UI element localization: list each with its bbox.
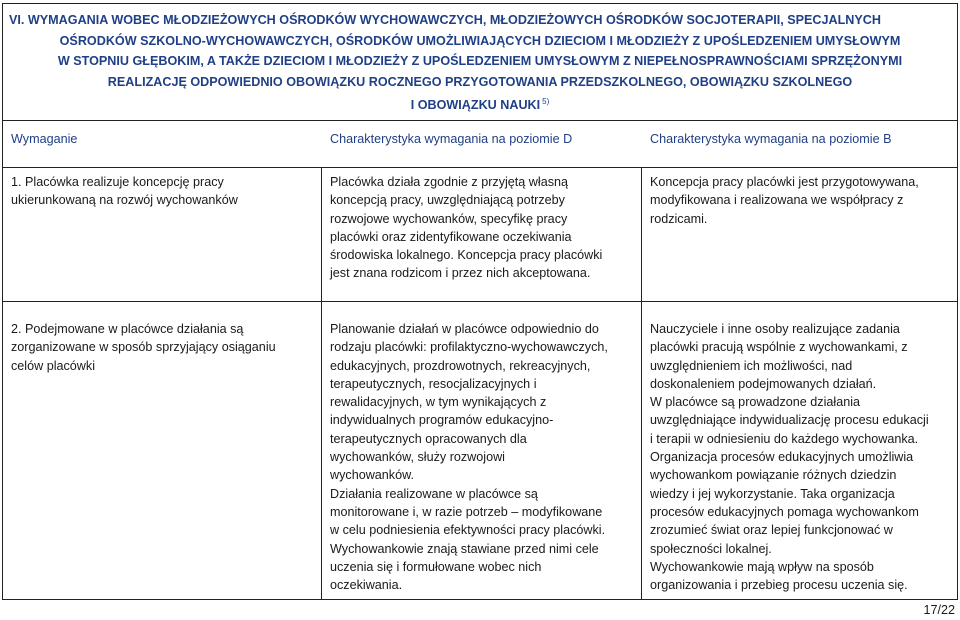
text-line: doskonaleniem podejmowanych działań. (650, 376, 877, 391)
page-number: 17/22 (923, 603, 955, 617)
text-line: Koncepcja pracy placówki jest przygotowywana, (650, 175, 919, 189)
text-line: W placówce są prowadzone działania (650, 395, 861, 410)
text-line: rewalidacyjnych, w tym wynikających z (330, 395, 547, 410)
text-line: zrozumieć świat oraz lepiej funkcjonować w (650, 523, 893, 538)
row2-level-d (330, 320, 636, 594)
text-line: terapeutycznych, resocjalizacyjnych i (330, 376, 537, 391)
title-line-2: OŚRODKÓW SZKOLNO-WYCHOWAWCZYCH, OŚRODKÓW UMOŻLIWIAJĄCYCH DZIECIOM I MŁODZIEŻY Z UPOŚLEDZENIEM UMYSŁOWYM (59, 33, 901, 48)
title-line-5-text: I OBOWIĄZKU NAUKI (410, 98, 541, 112)
header-requirement: Wymaganie (11, 132, 78, 146)
text-line: modyfikowana i realizowana we współpracy z (650, 193, 904, 208)
text-line: Działania realizowane w placówce są (330, 486, 538, 501)
text-line: ukierunkowaną na rozwój wychowanków (11, 193, 238, 208)
text-line: jest znana rodzicom i przez nich akceptowana. (330, 266, 591, 281)
section-title (3, 4, 957, 121)
text-line: środowiska lokalnego. Koncepcja pracy placówki (330, 248, 603, 263)
text-line: organizowania i przebieg procesu uczenia się. (650, 578, 908, 593)
text-line: placówki oraz zidentyfikowane oczekiwania (330, 229, 572, 244)
row1-requirement (11, 173, 311, 210)
text-line: i terapii w odniesieniu do każdego wychowanka. (650, 431, 919, 446)
text-line: Placówka działa zgodnie z przyjętą własną (330, 175, 569, 189)
text-line: monitorowane i, w razie potrzeb – modyfikowane (330, 504, 603, 519)
text-line: wychowanków, służy rozwojowi (330, 450, 505, 465)
text-line: rozwojowe wychowanków, specyfikę pracy (330, 211, 568, 226)
text-line: Wychowankowie znają stawiane przed nimi cele (330, 541, 599, 556)
text-line: indywidualnych programów edukacyjno- (330, 413, 554, 428)
text-line: wychowanków. (330, 468, 414, 483)
title-line-5 (9, 92, 951, 116)
column-divider (641, 168, 642, 600)
requirements-table (2, 3, 958, 600)
row1-level-b (650, 173, 952, 228)
text-line: celów placówki (11, 358, 95, 373)
text-line: rodzaju placówki: profilaktyczno-wychowawczych, (330, 340, 608, 355)
title-line-3: W STOPNIU GŁĘBOKIM, A TAKŻE DZIECIOM I MŁODZIEŻY Z UPOŚLEDZENIEM UMYSŁOWYM Z NIEPEŁNOSPRAWNOŚCIAMI SPRZĘŻONYMI (57, 54, 903, 68)
text-line: Nauczyciele i inne osoby realizujące zadania (650, 322, 900, 336)
text-line: uczenia się i formułowane wobec nich (330, 559, 542, 574)
row2-level-b (650, 320, 952, 594)
row2-requirement (11, 320, 311, 375)
text-line: Wychowankowie mają wpływ na sposób (650, 559, 874, 574)
text-line: uwzględnieniem ich możliwości, nad (650, 358, 853, 373)
text-line: Organizacja procesów edukacyjnych umożliwia (650, 450, 914, 465)
text-line: placówki pracują wspólnie z wychowankami, z (650, 340, 908, 355)
header-level-b: Charakterystyka wymagania na poziomie B (650, 132, 892, 146)
text-line: zorganizowane w sposób sprzyjający osiąganiu (11, 340, 276, 355)
text-line: koncepcją pracy, uwzględniającą potrzeby (330, 193, 565, 208)
text-line: 2. Podejmowane w placówce działania są (11, 322, 244, 336)
text-line: edukacyjnych, prozdrowotnych, rekreacyjnych, (330, 358, 591, 373)
text-line: wychowankom powiązanie różnych dziedzin (650, 468, 897, 483)
text-line: oczekiwania. (330, 578, 403, 593)
row1-level-d (330, 173, 636, 283)
text-line: Planowanie działań w placówce odpowiednio do (330, 322, 599, 336)
text-line: 1. Placówka realizuje koncepcję pracy (11, 175, 224, 189)
footnote-ref: 5) (542, 97, 550, 106)
text-line: wiedzy i jej wykorzystanie. Taka organizacja (650, 486, 895, 501)
text-line: uwzględniające indywidualizację procesu edukacji (650, 413, 929, 428)
text-line: procesów edukacyjnych pomaga wychowankom (650, 504, 919, 519)
text-line: w celu podniesienia efektywności pracy placówki. (330, 523, 606, 538)
header-level-d: Charakterystyka wymagania na poziomie D (330, 132, 573, 146)
title-line-4: REALIZACJĘ ODPOWIEDNIO OBOWIĄZKU ROCZNEGO PRZYGOTOWANIA PRZEDSZKOLNEGO, OBOWIĄZKU SZKOLNEGO (107, 74, 853, 89)
title-line-1: VI. WYMAGANIA WOBEC MŁODZIEŻOWYCH OŚRODKÓW WYCHOWAWCZYCH, MŁODZIEŻOWYCH OŚRODKÓW SOCJOTERAPII, SPECJALNYCH (9, 13, 881, 27)
table-header-row (3, 121, 957, 168)
text-line: terapeutycznych opracowanych dla (330, 431, 527, 446)
row-divider (3, 301, 957, 302)
text-line: rodzicami. (650, 211, 708, 226)
text-line: społeczności lokalnej. (650, 541, 772, 556)
column-divider (321, 168, 322, 600)
